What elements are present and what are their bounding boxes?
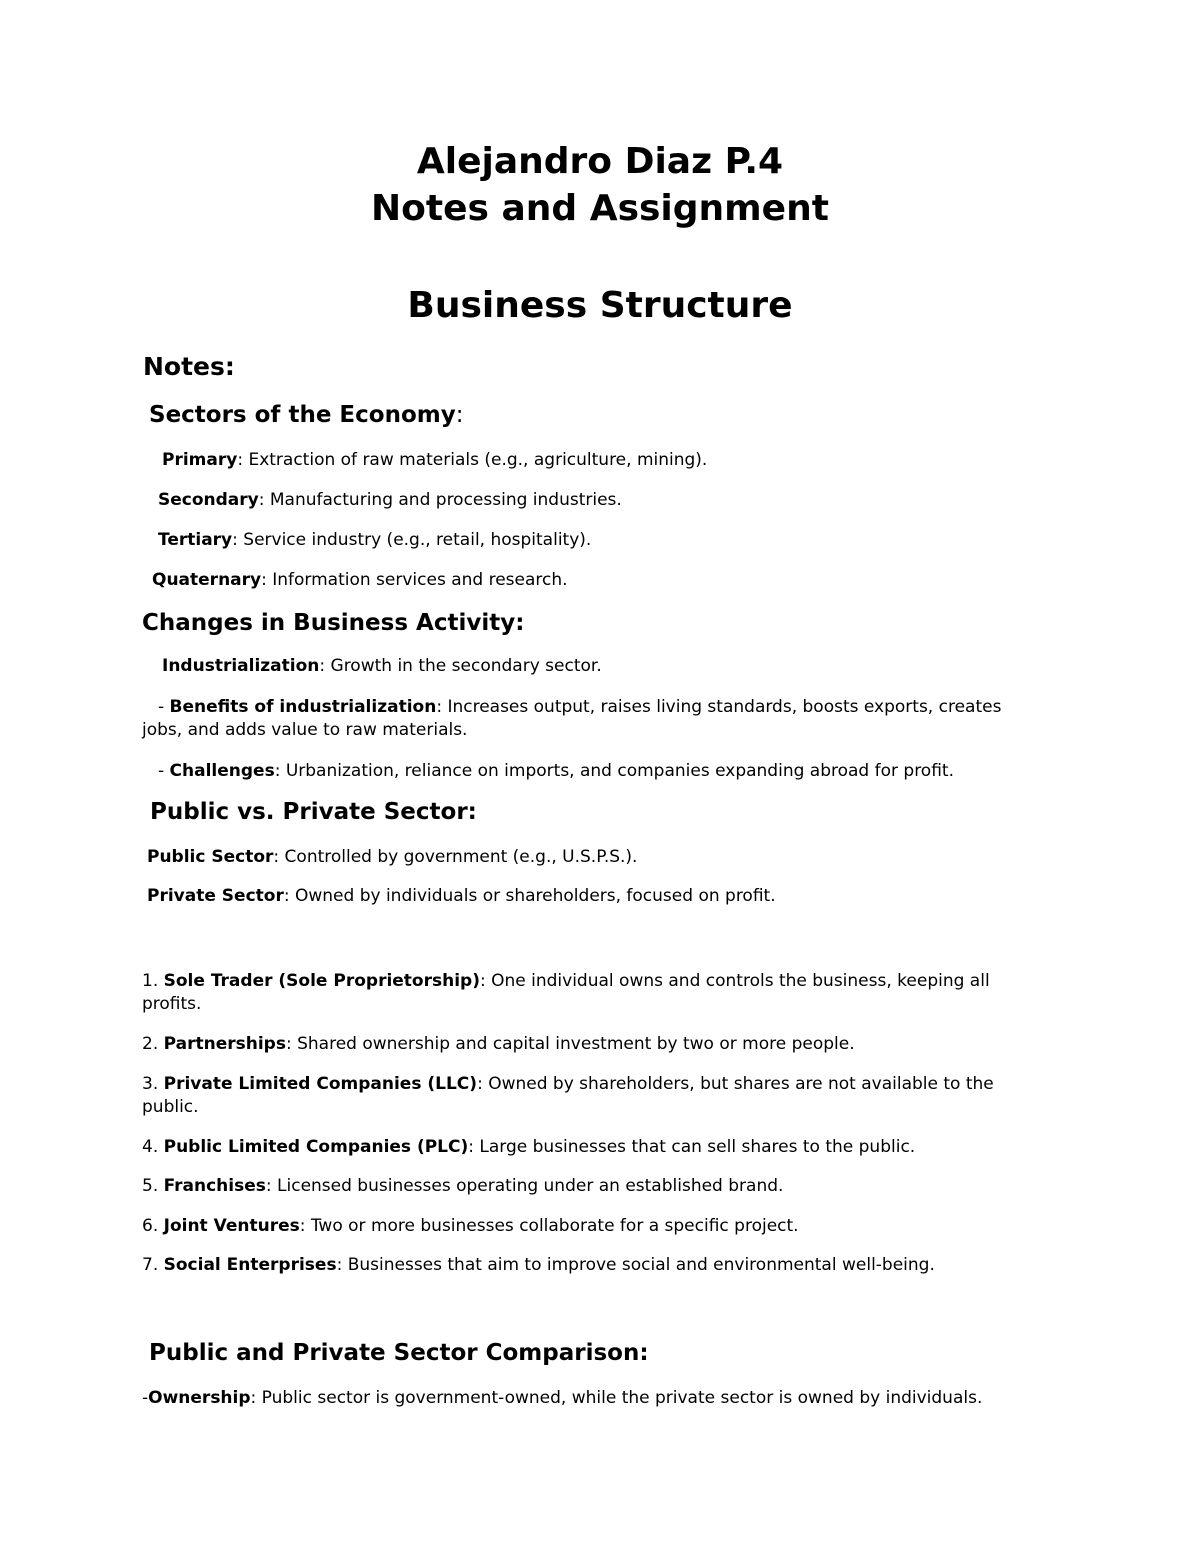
sectors-heading-colon: : <box>455 402 464 428</box>
term-label: Quaternary <box>152 570 262 590</box>
sector-item-quaternary <box>152 569 568 592</box>
term-definition: : Service industry (e.g., retail, hospitality). <box>232 530 592 550</box>
business-type-item <box>142 1254 935 1277</box>
business-type-item <box>142 970 1032 1016</box>
document-title-subtitle: Notes and Assignment <box>371 188 829 229</box>
term-definition: : Growth in the secondary sector. <box>319 656 602 676</box>
public-private-heading: Public vs. Private Sector: <box>150 799 477 825</box>
business-type-item <box>142 1215 799 1238</box>
term-definition: : Licensed businesses operating under an established brand. <box>265 1176 784 1196</box>
term-label: Benefits of industrialization <box>169 697 437 717</box>
business-type-item <box>142 1175 783 1198</box>
notes-label: Notes: <box>143 352 235 381</box>
term-label: Tertiary <box>158 530 233 550</box>
term-definition: : Urbanization, reliance on imports, and companies expanding abroad for profit. <box>274 761 954 781</box>
section-title: Business Structure <box>407 285 793 326</box>
term-label: Private Sector <box>147 886 284 906</box>
item-prefix: - <box>142 1388 149 1408</box>
term-definition: : Shared ownership and capital investment by two or more people. <box>285 1034 855 1054</box>
list-number: 2. <box>142 1034 164 1054</box>
term-label: Challenges <box>169 761 275 781</box>
term-definition: : Two or more businesses collaborate for a specific project. <box>299 1216 799 1236</box>
comparison-heading: Public and Private Sector Comparison: <box>149 1340 649 1366</box>
list-number: 7. <box>142 1255 164 1275</box>
list-number: 1. <box>142 971 164 991</box>
item-prefix: - <box>158 761 170 781</box>
term-label: Sole Trader (Sole Proprietorship) <box>163 971 480 991</box>
changes-item-benefits <box>142 696 1042 742</box>
comparison-item-ownership <box>142 1387 982 1410</box>
term-definition: : Owned by individuals or shareholders, focused on profit. <box>283 886 776 906</box>
term-label: Industrialization <box>162 656 320 676</box>
private-sector-item <box>147 885 776 908</box>
list-number: 5. <box>142 1176 164 1196</box>
public-sector-item <box>147 846 637 869</box>
sector-item-tertiary <box>158 529 591 552</box>
changes-item-challenges <box>158 760 954 783</box>
term-definition: : Manufacturing and processing industries. <box>258 490 622 510</box>
sectors-heading-text: Sectors of the Economy <box>149 402 456 428</box>
item-prefix: - <box>158 697 170 717</box>
business-type-item <box>142 1033 855 1056</box>
term-definition: : Public sector is government-owned, while the private sector is owned by individuals. <box>250 1388 983 1408</box>
term-definition: : Controlled by government (e.g., U.S.P.S.). <box>273 847 638 867</box>
sector-item-secondary <box>158 489 622 512</box>
document-title-name: Alejandro Diaz P.4 <box>416 141 784 182</box>
term-label: Public Limited Companies (PLC) <box>163 1137 469 1157</box>
term-label: Public Sector <box>147 847 274 867</box>
sectors-heading <box>149 400 463 430</box>
term-definition: : Increases output, raises living standards, boosts exports, creates jobs, and adds value to raw materials. <box>142 697 1002 740</box>
list-number: 6. <box>142 1216 164 1236</box>
changes-heading: Changes in Business Activity: <box>142 610 525 636</box>
term-label: Franchises <box>163 1176 266 1196</box>
list-number: 3. <box>142 1074 164 1094</box>
term-label: Secondary <box>158 490 259 510</box>
term-label: Ownership <box>148 1388 251 1408</box>
term-label: Private Limited Companies (LLC) <box>163 1074 478 1094</box>
term-definition: : Businesses that aim to improve social and environmental well-being. <box>336 1255 935 1275</box>
business-type-item <box>142 1136 915 1159</box>
term-definition: : Owned by shareholders, but shares are not available to the public. <box>142 1074 994 1117</box>
term-definition: : One individual owns and controls the business, keeping all profits. <box>142 971 990 1014</box>
list-number: 4. <box>142 1137 164 1157</box>
term-label: Social Enterprises <box>163 1255 337 1275</box>
term-definition: : Extraction of raw materials (e.g., agriculture, mining). <box>237 450 708 470</box>
term-definition: : Information services and research. <box>261 570 568 590</box>
term-definition: : Large businesses that can sell shares to the public. <box>468 1137 916 1157</box>
term-label: Partnerships <box>163 1034 286 1054</box>
business-type-item <box>142 1073 1037 1119</box>
term-label: Joint Ventures <box>163 1216 300 1236</box>
term-label: Primary <box>162 450 238 470</box>
changes-item-industrialization <box>162 655 602 678</box>
sector-item-primary <box>162 449 707 472</box>
